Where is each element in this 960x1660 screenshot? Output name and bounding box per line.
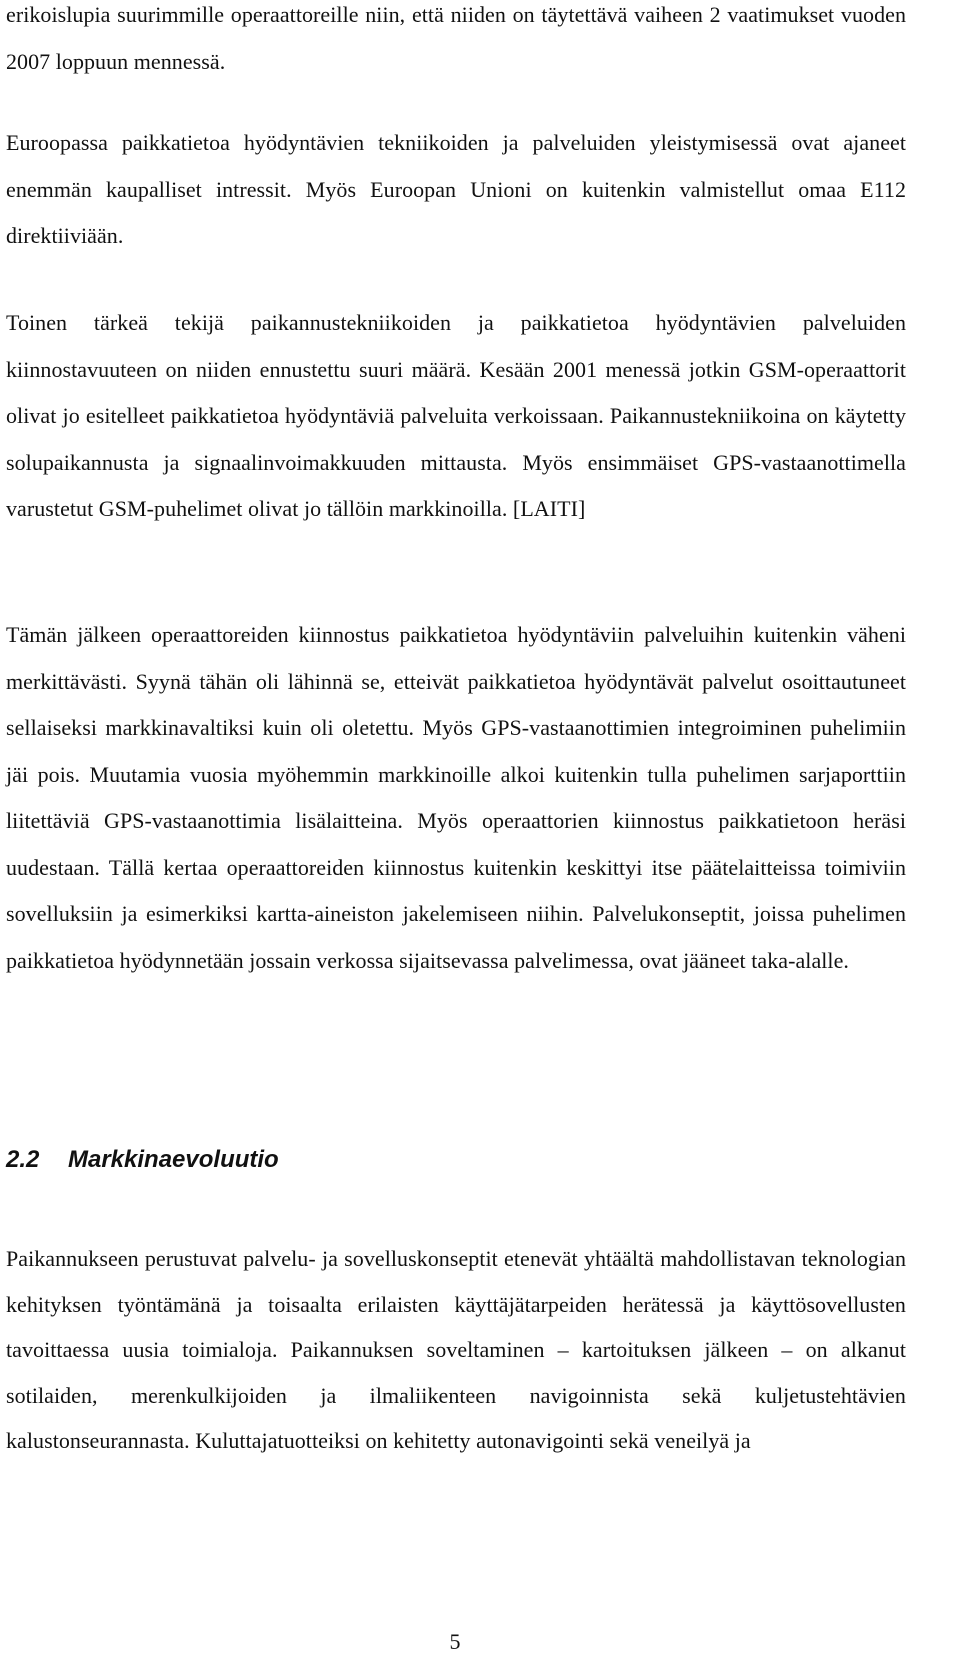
paragraph-1: erikoislupia suurimmille operaattoreille niin, että niiden on täytettävä vaiheen 2 vaatimukset vuoden 2007 loppuun mennessä.	[6, 2, 906, 74]
paragraph-3: Toinen tärkeä tekijä paikannustekniikoiden ja paikkatietoa hyödyntävien palveluiden kiinnostavuuteen on niiden ennustettu suuri määrä. Kesään 2001 menessä jotkin GSM-operaattorit olivat jo esitelleet paikkatietoa hyödyntäviä palveluita verkoissaan. Paikannustekniikoina on käytetty solupaikannusta ja signaalinvoimakkuuden mittausta. Myös ensimmäiset GPS-vastaanottimella varustetut GSM-puhelimet olivat jo tällöin markkinoilla. [LAITI]	[6, 310, 906, 521]
section-paragraph: Paikannukseen perustuvat palvelu- ja sovelluskonseptit etenevät yhtäältä mahdollistavan teknologian kehityksen työntämänä ja toisaalta erilaisten käyttäjätarpeiden herätessä ja käyttösovellusten tavoittaessa uusia toimialoja. Paikannuksen soveltaminen – kartoituksen jälkeen – on alkanut sotilaiden, merenkulkijoiden ja ilmaliikenteen navigoinnista sekä kuljetustehtävien kalustonseurannasta. Kuluttajatuotteiksi on kehitetty autonavigointi sekä veneilyä ja	[6, 1246, 906, 1453]
section-number: 2.2	[6, 1146, 40, 1173]
paragraph-2: Euroopassa paikkatietoa hyödyntävien tekniikoiden ja palveluiden yleistymisessä ovat ajaneet enemmän kaupalliset intressit. Myös Euroopan Unioni on kuitenkin valmistellut omaa E112 direktiiviään.	[6, 130, 906, 248]
section-heading	[6, 1140, 279, 1180]
page-number: 5	[449, 1629, 461, 1654]
paragraph-4: Tämän jälkeen operaattoreiden kiinnostus paikkatietoa hyödyntäviin palveluihin kuitenkin väheni merkittävästi. Syynä tähän oli lähinnä se, etteivät paikkatietoa hyödyntävät palvelut osoittautuneet sellaiseksi markkinavaltiksi kuin oli oletettu. Myös GPS-vastaanottimien integroiminen puhelimiin jäi pois. Muutamia vuosia myöhemmin markkinoille alkoi kuitenkin tulla puhelimen sarjaporttiin liitettäviä GPS-vastaanottimia lisälaitteina. Myös operaattorien kiinnostus paikkatietoon heräsi uudestaan. Tällä kertaa operaattoreiden kiinnostus kuitenkin keskittyi itse päätelaitteissa toimiviin sovelluksiin ja esimerkiksi kartta-aineiston jakelemiseen niihin. Palvelukonseptit, joissa puhelimen paikkatietoa hyödynnetään jossain verkossa sijaitsevassa palvelimessa, ovat jääneet taka-alalle.	[6, 622, 906, 973]
section-title: Markkinaevoluutio	[68, 1146, 279, 1173]
